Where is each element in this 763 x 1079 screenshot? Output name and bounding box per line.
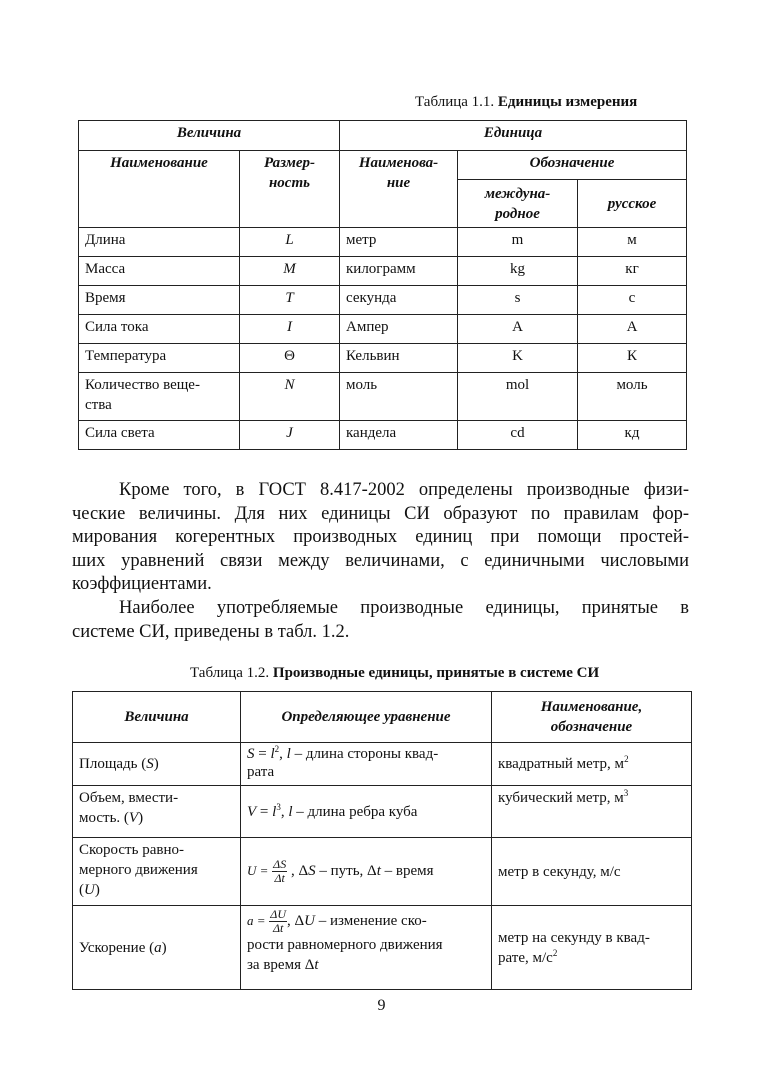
table-row [79,421,687,450]
row-quantity: Объем, вмести- мость. (V) [73,786,241,838]
header-quantity: Величина [73,692,241,743]
row-name: Время [79,286,240,315]
page-number: 9 [377,997,386,1014]
paragraph-line: Наиболее употребляемые производные единицы, принятые в [119,598,689,618]
row-unit: килограмм [340,257,458,286]
row-quantity: Ускорение (a) [73,906,241,990]
header-unit: Единица [340,121,687,151]
row-unit: метр [340,228,458,257]
row-quantity: Скорость равно- мерного движения (U) [73,838,241,906]
paragraph-line: ших уравнений связи между величинами, с единичными числовыми [72,550,689,571]
row-unit: Ампер [340,315,458,344]
table-row [73,743,692,786]
paragraph-line: системе СИ, приведены в табл. 1.2. [72,621,350,642]
body-paragraph [72,597,689,644]
table-row [73,786,692,838]
row-unit: секунда [340,286,458,315]
row-unit: моль [340,373,458,421]
row-name: Температура [79,344,240,373]
row-rus: кг [578,257,687,286]
row-unit: кандела [340,421,458,450]
row-rus: моль [578,373,687,421]
paragraph-line: коэффициентами. [72,574,212,595]
table-row [73,838,692,906]
units-table [78,120,687,450]
row-equation: $S = l^2$, l – длина стороны квад- рата [241,743,492,786]
table-row [79,373,687,421]
row-quantity: Площадь (S) [73,743,241,786]
row-dimension: M [240,257,340,286]
paragraph-line: ческие величины. Для них единицы СИ образуют по правилам фор- [72,503,689,524]
row-name: Сила тока [79,315,240,344]
row-dimension: J [240,421,340,450]
table-row [79,286,687,315]
row-rus: с [578,286,687,315]
table2-caption-title: Производные единицы, принятые в системе СИ [272,665,600,681]
row-name: Длина [79,228,240,257]
row-rus: К [578,344,687,373]
header-russian: русское [578,180,687,228]
table2-caption [190,665,599,682]
row-name: Количество веще- ства [79,373,240,421]
header-quantity: Величина [79,121,340,151]
row-intl: cd [458,421,578,450]
paragraph-line: Кроме того, в ГОСТ 8.417-2002 определены производные физи- [119,480,689,500]
row-equation: a = $\frac{\Delta U}{\Delta t}$ , ΔU – изменение ско- рости равномерного движения за время Δt [241,906,492,990]
row-unit: квадратный метр, $м^2$ [492,743,692,786]
table-row [79,315,687,344]
row-dimension: L [240,228,340,257]
header-equation: Определяющее уравнение [241,692,492,743]
row-dimension: I [240,315,340,344]
table1-caption [415,94,637,111]
body-paragraph [72,479,689,597]
row-name: Сила света [79,421,240,450]
row-intl: K [458,344,578,373]
row-intl: mol [458,373,578,421]
fraction: $\frac{\Delta U}{\Delta t}$ [270,907,286,935]
paragraph-line: мирования когерентных производных единиц при помощи простей- [72,527,689,548]
derived-units-table [72,691,692,990]
header-international: междуна- родное [458,180,578,228]
row-equation: $V = l^3$, l – длина ребра куба [241,786,492,838]
table1-caption-title: Единицы измерения [497,94,638,110]
row-intl: s [458,286,578,315]
table2-caption-prefix: Таблица 1.2. [190,665,270,681]
row-rus: кд [578,421,687,450]
header-designation: Обозначение [458,151,687,180]
header-name: Наименование [79,151,240,228]
header-dimension: Размер- ность [240,151,340,228]
header-name-designation: Наименование, обозначение [492,692,692,743]
table1-caption-prefix: Таблица 1.1. [415,94,495,110]
row-unit: кубический метр, $м^3$ [492,786,692,838]
row-intl: A [458,315,578,344]
table-row [79,228,687,257]
table-row [79,344,687,373]
table-row [73,906,692,990]
fraction: $\frac{\Delta S}{\Delta t}$ [273,857,287,885]
row-rus: А [578,315,687,344]
row-dimension: T [240,286,340,315]
row-rus: м [578,228,687,257]
row-unit: метр на секунду в квад- рате, $м/с^2$ [492,906,692,990]
row-dimension: N [240,373,340,421]
row-name: Масса [79,257,240,286]
row-intl: kg [458,257,578,286]
row-dimension: Θ [240,344,340,373]
row-unit: метр в секунду, м/с [492,838,692,906]
row-unit: Кельвин [340,344,458,373]
header-unit-name: Наименова- ние [340,151,458,228]
table-row [79,257,687,286]
row-equation: U = $\frac{\Delta S}{\Delta t}$ , ΔS – путь, Δt – время [241,838,492,906]
row-intl: m [458,228,578,257]
